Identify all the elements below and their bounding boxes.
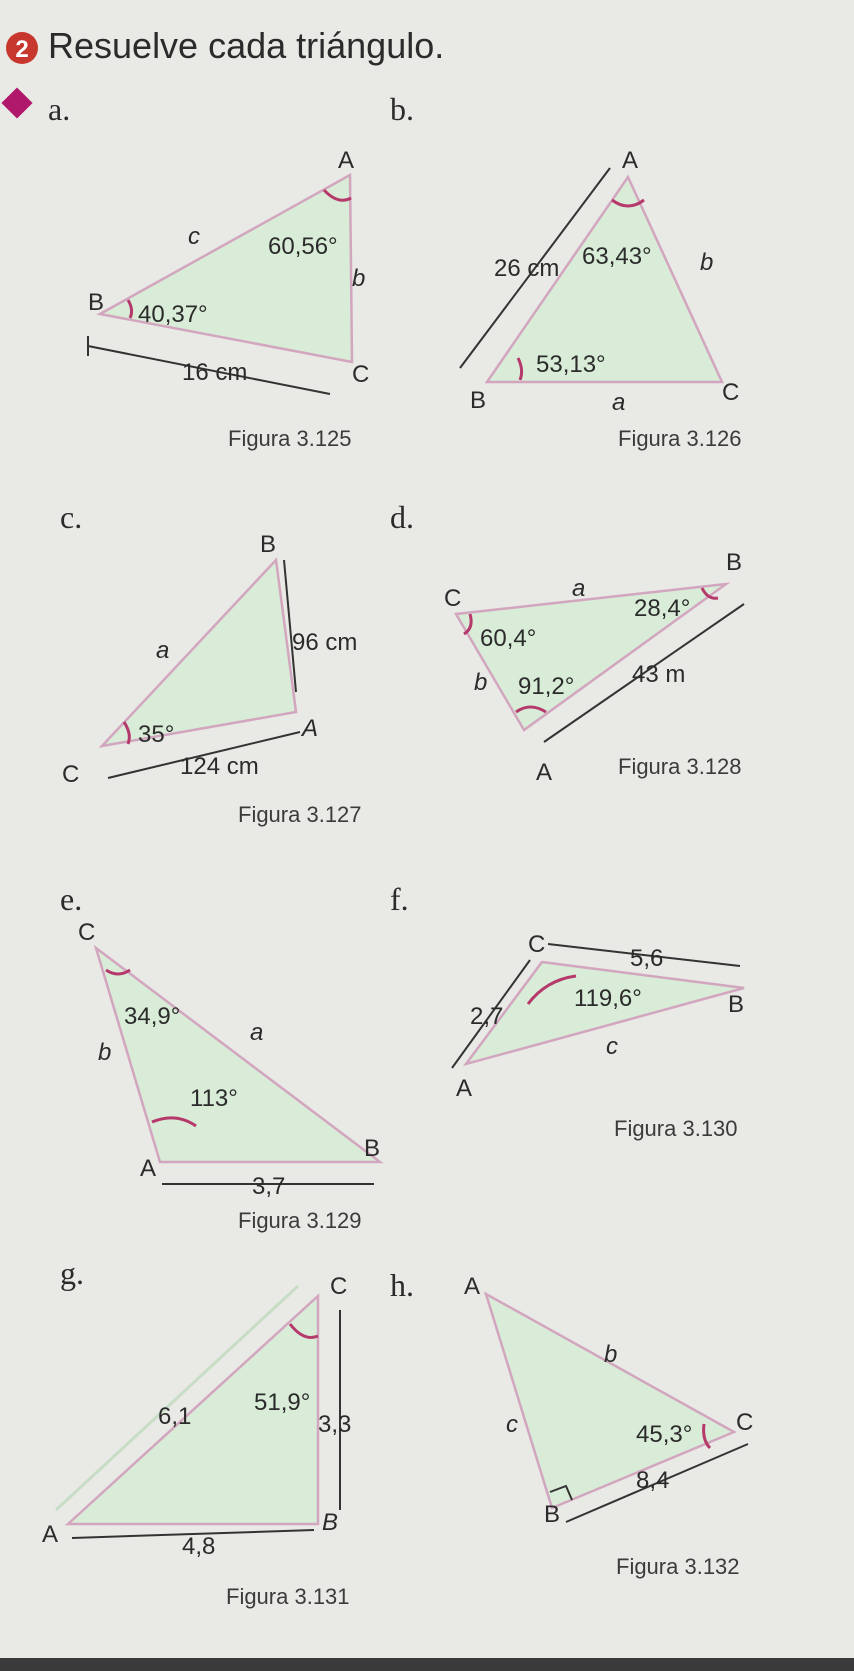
figure-c bbox=[60, 499, 362, 827]
side-value-f-a: 5,6 bbox=[630, 945, 664, 972]
triangle-h bbox=[486, 1294, 734, 1508]
part-label-e: e. bbox=[60, 881, 83, 917]
figure-g bbox=[42, 1255, 351, 1609]
exercise-number: 2 bbox=[15, 36, 29, 63]
vertex-label-h-C: C bbox=[736, 1409, 754, 1436]
side-label-e-b: b bbox=[98, 1039, 112, 1066]
vertex-label-e-A: A bbox=[140, 1155, 157, 1182]
side-label-a-c: c bbox=[188, 223, 200, 250]
vertex-label-g-C: C bbox=[330, 1273, 348, 1300]
angle-label-d-C: 60,4° bbox=[480, 625, 537, 652]
side-value-e-c: 3,7 bbox=[252, 1173, 286, 1200]
caption-h: Figura 3.132 bbox=[616, 1554, 740, 1579]
side-label-a-b: b bbox=[352, 265, 366, 292]
side-value-f-b: 2,7 bbox=[470, 1003, 504, 1030]
vertex-label-c-C: C bbox=[62, 761, 80, 788]
vertex-label-h-B: B bbox=[544, 1501, 561, 1528]
side-label-h-c: c bbox=[506, 1411, 518, 1438]
vertex-label-h-A: A bbox=[464, 1273, 481, 1300]
side-value-b-c: 26 cm bbox=[494, 255, 560, 282]
vertex-label-b-A: A bbox=[622, 147, 639, 174]
figure-f bbox=[390, 881, 744, 1141]
angle-label-d-B: 28,4° bbox=[634, 595, 691, 622]
angle-label-a-A: 60,56° bbox=[268, 233, 338, 260]
part-label-c: c. bbox=[60, 499, 83, 535]
angle-label-g-C: 51,9° bbox=[254, 1389, 311, 1416]
vertex-label-a-A: A bbox=[338, 147, 355, 174]
side-label-f-c: c bbox=[606, 1033, 618, 1060]
vertex-label-e-C: C bbox=[78, 919, 96, 946]
vertex-label-d-C: C bbox=[444, 585, 462, 612]
caption-g: Figura 3.131 bbox=[226, 1584, 350, 1609]
side-value-a-a: 16 cm bbox=[182, 359, 248, 386]
vertex-label-f-B: B bbox=[728, 991, 745, 1018]
vertex-label-d-B: B bbox=[726, 549, 743, 576]
vertex-label-a-B: B bbox=[88, 289, 105, 316]
part-label-g: g. bbox=[60, 1255, 84, 1291]
angle-label-b-A: 63,43° bbox=[582, 243, 652, 270]
side-value-g-a: 3,3 bbox=[318, 1411, 352, 1438]
triangle-a bbox=[100, 175, 352, 362]
vertex-label-d-A: A bbox=[536, 759, 553, 786]
side-value-c-b: 124 cm bbox=[180, 753, 259, 780]
bottom-edge bbox=[0, 1658, 854, 1671]
triangle-f bbox=[466, 962, 744, 1064]
vertex-label-g-B: B bbox=[322, 1509, 339, 1536]
figure-d bbox=[390, 499, 744, 786]
side-label-b-a: a bbox=[612, 389, 626, 416]
vertex-label-b-B: B bbox=[470, 387, 487, 414]
vertex-label-g-A: A bbox=[42, 1521, 59, 1548]
side-label-e-a: a bbox=[250, 1019, 264, 1046]
caption-a: Figura 3.125 bbox=[228, 426, 352, 451]
difficulty-diamond-icon bbox=[1, 87, 32, 118]
side-label-h-b: b bbox=[604, 1341, 618, 1368]
part-label-b: b. bbox=[390, 91, 414, 127]
angle-label-c-C: 35° bbox=[138, 721, 175, 748]
side-label-d-a: a bbox=[572, 575, 586, 602]
side-value-g-c: 4,8 bbox=[182, 1533, 216, 1560]
figure-a bbox=[48, 91, 369, 451]
part-label-d: d. bbox=[390, 499, 414, 535]
caption-e: Figura 3.129 bbox=[238, 1208, 362, 1233]
triangle-e bbox=[96, 948, 380, 1162]
angle-label-a-B: 40,37° bbox=[138, 301, 208, 328]
angle-label-d-A: 91,2° bbox=[518, 673, 575, 700]
caption-c: Figura 3.127 bbox=[238, 802, 362, 827]
side-value-g-b: 6,1 bbox=[158, 1403, 192, 1430]
triangle-c bbox=[102, 560, 296, 746]
vertex-label-c-A: A bbox=[302, 715, 319, 742]
vertex-label-a-C: C bbox=[352, 361, 370, 388]
side-value-h-a: 8,4 bbox=[636, 1467, 670, 1494]
vertex-label-e-B: B bbox=[364, 1135, 381, 1162]
part-label-h: h. bbox=[390, 1267, 414, 1303]
part-label-f: f. bbox=[390, 881, 409, 917]
side-value-c-c: 96 cm bbox=[292, 629, 358, 656]
angle-label-h-C: 45,3° bbox=[636, 1421, 693, 1448]
figure-h bbox=[390, 1267, 753, 1579]
vertex-label-c-B: B bbox=[260, 531, 277, 558]
side-label-d-b: b bbox=[474, 669, 488, 696]
part-label-a: a. bbox=[48, 91, 71, 127]
side-value-d-c: 43 m bbox=[632, 661, 686, 688]
side-label-c-a: a bbox=[156, 637, 170, 664]
side-label-b-b: b bbox=[700, 249, 714, 276]
vertex-label-b-C: C bbox=[722, 379, 740, 406]
vertex-label-f-C: C bbox=[528, 931, 546, 958]
angle-label-b-B: 53,13° bbox=[536, 351, 606, 378]
vertex-label-f-A: A bbox=[456, 1075, 473, 1102]
figure-e bbox=[60, 881, 380, 1233]
figure-b bbox=[390, 91, 742, 451]
caption-d: Figura 3.128 bbox=[618, 754, 742, 779]
angle-label-e-A: 113° bbox=[190, 1085, 238, 1112]
caption-f: Figura 3.130 bbox=[614, 1116, 738, 1141]
exercise-instruction: Resuelve cada triángulo. bbox=[48, 25, 445, 66]
angle-label-e-C: 34,9° bbox=[124, 1003, 181, 1030]
angle-label-f-C: 119,6° bbox=[574, 985, 642, 1012]
caption-b: Figura 3.126 bbox=[618, 426, 742, 451]
